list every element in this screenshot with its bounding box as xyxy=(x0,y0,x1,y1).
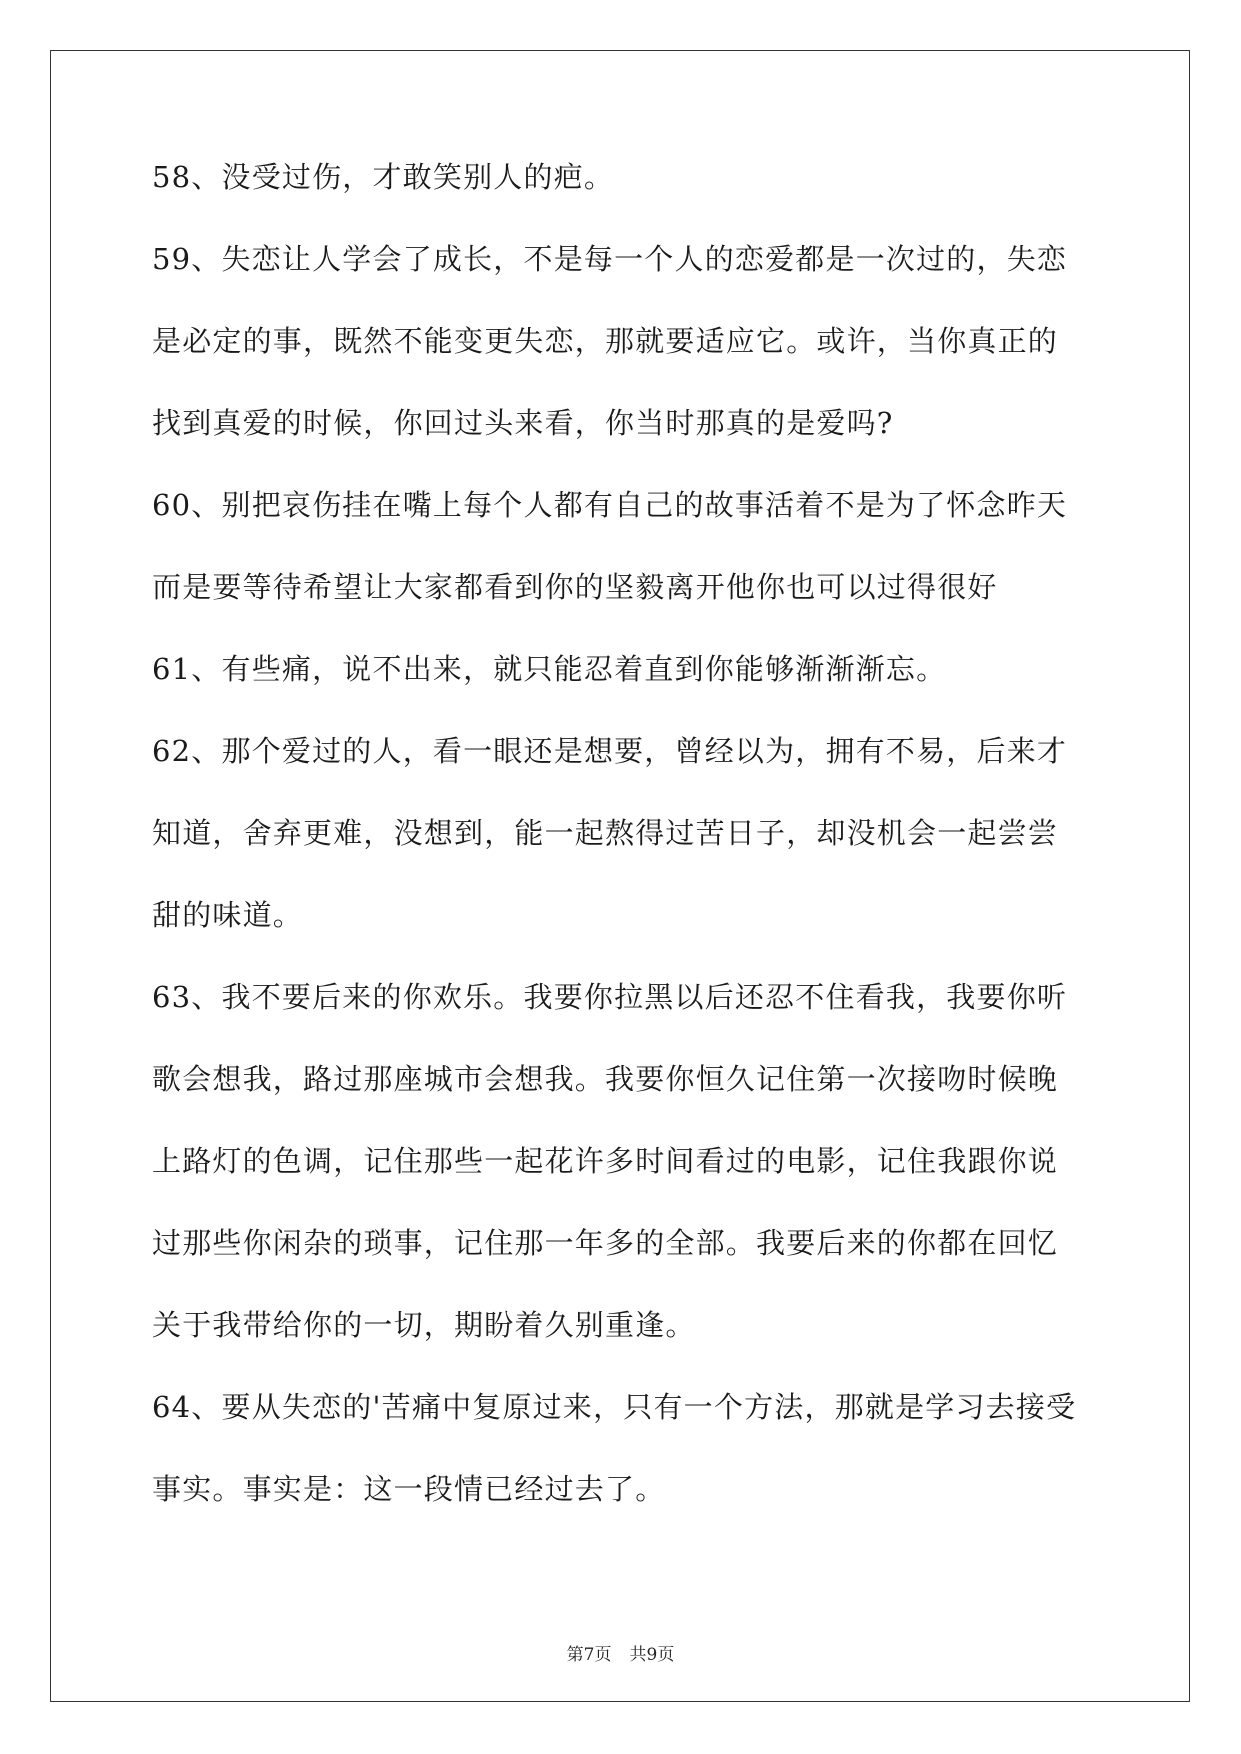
page-number-current: 第7页 xyxy=(566,1645,612,1665)
page-number-total: 共9页 xyxy=(629,1645,675,1665)
text-line: 歌会想我，路过那座城市会想我。我要你恒久记住第一次接吻时候晚 xyxy=(152,1062,1059,1096)
text-line: 63、我不要后来的你欢乐。我要你拉黑以后还忍不住看我，我要你听 xyxy=(152,980,1068,1014)
text-line: 知道，舍弃更难，没想到，能一起熬得过苦日子，却没机会一起尝尝 xyxy=(152,816,1059,850)
text-line: 上路灯的色调，记住那些一起花许多时间看过的电影，记住我跟你说 xyxy=(152,1144,1059,1178)
text-line: 而是要等待希望让大家都看到你的坚毅离开他你也可以过得很好 xyxy=(152,570,998,604)
text-line: 过那些你闲杂的琐事，记住那一年多的全部。我要后来的你都在回忆 xyxy=(152,1226,1059,1260)
text-line: 事实。事实是：这一段情已经过去了。 xyxy=(152,1472,666,1506)
text-line: 是必定的事，既然不能变更失恋，那就要适应它。或许，当你真正的 xyxy=(152,324,1059,358)
text-line: 61、有些痛，说不出来，就只能忍着直到你能够渐渐渐忘。 xyxy=(152,652,947,686)
text-line: 甜的味道。 xyxy=(152,898,304,932)
text-line: 关于我带给你的一切，期盼着久别重逢。 xyxy=(152,1308,696,1342)
text-line: 58、没受过伤，才敢笑别人的疤。 xyxy=(152,160,615,194)
page-footer xyxy=(0,1640,1241,1665)
text-line: 62、那个爱过的人，看一眼还是想要，曾经以为，拥有不易，后来才 xyxy=(152,734,1068,768)
text-line: 59、失恋让人学会了成长，不是每一个人的恋爱都是一次过的，失恋 xyxy=(152,242,1068,276)
text-line: 64、要从失恋的'苦痛中复原过来，只有一个方法，那就是学习去接受 xyxy=(152,1390,1077,1424)
document-body xyxy=(152,160,1092,1554)
text-line: 60、别把哀伤挂在嘴上每个人都有自己的故事活着不是为了怀念昨天 xyxy=(152,488,1068,522)
text-line: 找到真爱的时候，你回过头来看，你当时那真的是爱吗? xyxy=(152,406,894,440)
